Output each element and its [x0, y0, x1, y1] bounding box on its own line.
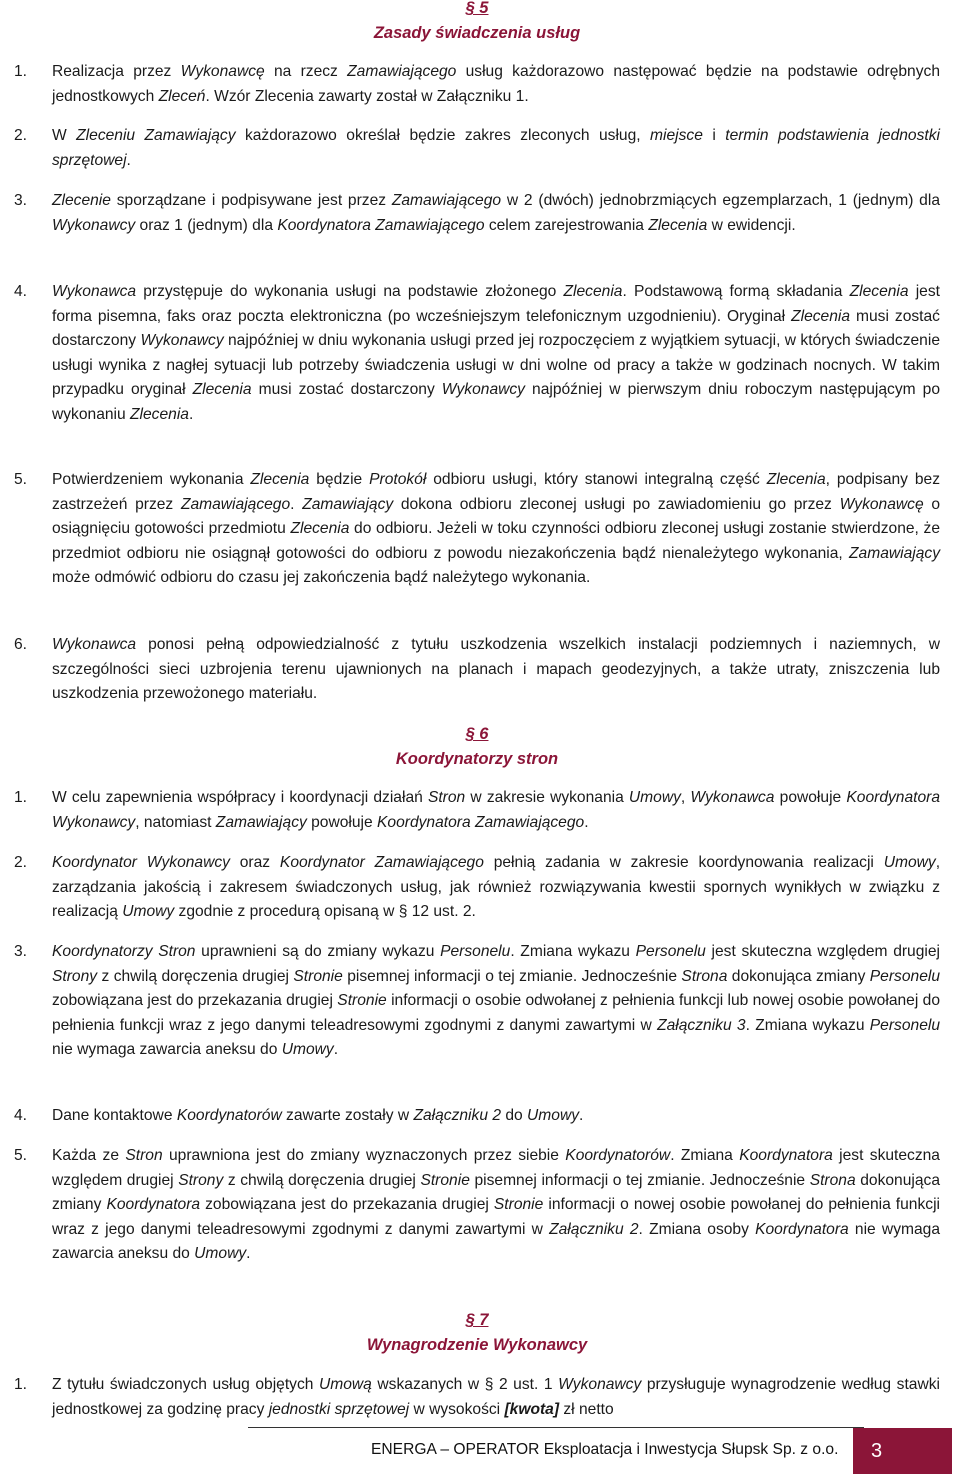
- footer-divider: [248, 1427, 864, 1428]
- page-number: 3: [853, 1428, 952, 1474]
- section-6-title: Koordynatorzy stron: [395, 749, 559, 768]
- s5-item-2: 2. W Zleceniu Zamawiający każdorazowo określał będzie zakres zleconych usług, miejsce i termin podstawienia jednostki sprzętowej.: [14, 127, 941, 169]
- s5-item-1: 1. Realizacja przez Wykonawcę na rzecz Zamawiającego usług każdorazowo następować będzie na podstawie odrębnych jednostkowych Zleceń. Wzór Zlecenia zawarty został w Załączniku 1.: [14, 63, 940, 105]
- s5-item-3: 3. Zlecenie sporządzane i podpisywane jest przez Zamawiającego w 2 (dwóch) jednobrzmiących egzemplarzach, 1 (jednym) dla Wykonawcy oraz 1 (jednym) dla Koordynatora Zamawiającego celem zarejestrowania Zlecenia w ewidencji.: [14, 192, 940, 234]
- section-5-heading: [14, 0, 940, 45]
- section-6-heading: [14, 722, 940, 771]
- s6-item-5: 5. Każda ze Stron uprawniona jest do zmiany wyznaczonych przez siebie Koordynatorów. Zmiana Koordynatora jest skuteczna względem drugiej Strony z chwilą doręczenia drugiej Stronie pisemnej informacji o tej zmianie. Jednocześnie Strona dokonująca zmiany Koordynatora zobowiązana jest do przekazania drugiej Stronie informacji o nowej osobie powołanej do pełnienia funkcji wraz z jego danymi teleadresowymi zgodnymi z danymi zawartymi w Załączniku 2. Zmiana osoby Koordynatora nie wymaga zawarcia aneksu do Umowy.: [14, 1147, 941, 1262]
- s5-item-4: 4. Wykonawca przystępuje do wykonania usługi na podstawie złożonego Zlecenia. Podstawową formą składania Zlecenia jest forma pisemna, faks oraz poczta elektroniczna (po wcześniejszym telefonicznym uzgodnieniu). Oryginał Zlecenia musi zostać dostarczony Wykonawcy najpóźniej w dniu wykonania usługi przed jej rozpoczęciem z wyjątkiem sytuacji, w których świadczenie usługi wynika z nagłej sytuacji lub potrzeby świadczenia usługi w dni wolne od pracy a także w godzinach nocnych. W takim przypadku oryginał Zlecenia musi zostać dostarczony Wykonawcy najpóźniej w pierwszym dniu roboczym następującym po wykonaniu Zlecenia.: [14, 283, 940, 423]
- s5-item-5: 5. Potwierdzeniem wykonania Zlecenia będzie Protokół odbioru usługi, który stanowi integralną część Zlecenia, podpisany bez zastrzeżeń przez Zamawiającego. Zamawiający dokona odbioru zleconej usługi po zawiadomieniu go przez Wykonawcę o osiągnięciu gotowości przedmiotu Zlecenia do odbioru. Jeżeli w toku czynności odbioru zleconej usługi zostanie stwierdzone, że przedmiot odbioru nie osiągnął gotowości do odbioru z powodu niezakończenia bądź nienależytego wykonania, Zamawiający może odmówić odbioru do czasu jej zakończenia bądź należytego wykonania.: [14, 471, 940, 586]
- footer-company-name: ENERGA – OPERATOR Eksploatacja i Inwestycja Słupsk Sp. z o.o.: [371, 1441, 839, 1458]
- s7-item-1: 1. Z tytułu świadczonych usług objętych Umową wskazanych w § 2 ust. 1 Wykonawcy przysługuje wynagrodzenie według stawki jednostkowej za godzinę pracy jednostki sprzętowej w wysokości [kwota] zł netto: [14, 1376, 940, 1418]
- section-7-title: Wynagrodzenie Wykonawcy: [366, 1335, 588, 1354]
- section-7-number: § 7: [465, 1311, 489, 1329]
- s5-item-6: 6. Wykonawca ponosi pełną odpowiedzialność z tytułu uszkodzenia wszelkich instalacji podziemnych i naziemnych, w szczególności sieci uzbrojenia terenu ujawnionych na planach i mapach geodezyjnych, a także utraty, zniszczenia lub uszkodzenia przewożonego materiału.: [14, 636, 940, 702]
- s6-item-3: 3. Koordynatorzy Stron uprawnieni są do zmiany wykazu Personelu. Zmiana wykazu Personelu jest skuteczna względem drugiej Strony z chwilą doręczenia drugiej Stronie pisemnej informacji o tej zmianie. Jednocześnie Strona dokonująca zmiany Personelu zobowiązana jest do przekazania drugiej Stronie informacji o osobie odwołanej z pełnienia funkcji lub nowej osobie powołanej do pełnienia funkcji wraz z jego danymi teleadresowymi zgodnymi z danymi zawartymi w Załączniku 3. Zmiana wykazu Personelu nie wymaga zawarcia aneksu do Umowy.: [14, 943, 941, 1058]
- s6-item-2: 2. Koordynator Wykonawcy oraz Koordynator Zamawiającego pełnią zadania w zakresie koordynowania realizacji Umowy, zarządzania jakością i zakresem świadczonych usług, jak również rozwiązywania kwestii spornych wynikłych w związku z realizacją Umowy zgodnie z procedurą opisaną w § 12 ust. 2.: [14, 854, 941, 920]
- section-5-title: Zasady świadczenia usług: [373, 23, 581, 42]
- page-footer: [248, 1427, 952, 1474]
- section-7-heading: [14, 1308, 940, 1357]
- section-5-number: § 5: [465, 0, 489, 17]
- s6-item-4: 4. Dane kontaktowe Koordynatorów zawarte zostały w Załączniku 2 do Umowy.: [14, 1107, 584, 1124]
- s6-item-1: 1. W celu zapewnienia współpracy i koordynacji działań Stron w zakresie wykonania Umowy, Wykonawca powołuje Koordynatora Wykonawcy, natomiast Zamawiający powołuje Koordynatora Zamawiającego.: [14, 789, 940, 831]
- section-6-number: § 6: [465, 725, 489, 743]
